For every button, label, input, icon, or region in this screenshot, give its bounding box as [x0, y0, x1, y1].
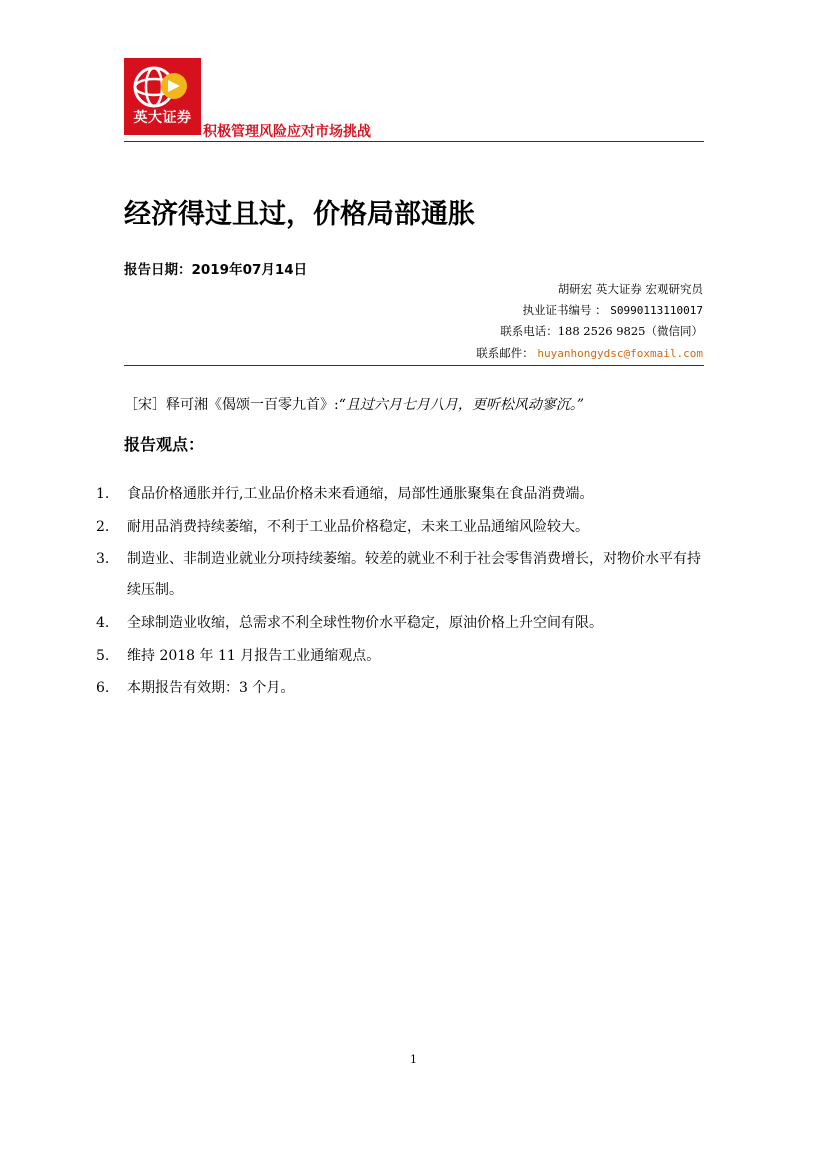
- list-item-number: 4.: [96, 615, 110, 631]
- globe-arrow-icon: [132, 64, 192, 110]
- epigraph-source: ［宋］释可湘《偈颂一百零九首》:: [124, 397, 339, 413]
- list-item: [96, 673, 706, 704]
- list-item: [96, 544, 706, 606]
- list-item: [96, 512, 706, 543]
- list-item-number: 1.: [96, 486, 110, 502]
- list-item-number: 6.: [96, 680, 110, 696]
- cert-label: 执业证书编号 ：: [522, 303, 607, 317]
- author-cert: [522, 302, 703, 318]
- list-item-text: 维持 2018 年 11 月报告工业通缩观点。: [127, 648, 381, 664]
- cert-value: S0990113110017: [610, 304, 703, 317]
- author-divider: [124, 365, 704, 366]
- list-item-text: 耐用品消费持续萎缩，不利于工业品价格稳定，未来工业品通缩风险较大。: [127, 519, 589, 535]
- report-title: 经济得过且过，价格局部通胀: [124, 199, 475, 230]
- epigraph: [124, 394, 584, 414]
- report-date: 报告日期：2019年07月14日: [124, 262, 308, 278]
- page-number: 1: [410, 1053, 417, 1066]
- list-item-number: 2.: [96, 519, 110, 535]
- logo-text: 英大证券: [133, 110, 192, 126]
- views-heading: 报告观点：: [124, 435, 205, 454]
- list-item: [96, 641, 706, 672]
- slogan: 积极管理风险应对市场挑战: [203, 124, 371, 140]
- list-item-number: 5.: [96, 648, 110, 664]
- email-label: 联系邮件：: [476, 346, 534, 360]
- author-phone: 联系电话：188 2526 9825（微信同）: [500, 324, 703, 338]
- list-item-text: 全球制造业收缩，总需求不利全球性物价水平稳定，原油价格上升空间有限。: [127, 615, 603, 631]
- list-item-text: 食品价格通胀并行,工业品价格未来看通缩，局部性通胀聚集在食品消费端。: [127, 486, 594, 502]
- list-item-text: 本期报告有效期：3 个月。: [127, 680, 295, 696]
- author-name: 胡研宏 英大证券 宏观研究员: [557, 282, 703, 296]
- header-divider: [124, 141, 704, 142]
- epigraph-verse: “且过六月七月八月，更听松风动寥沉。”: [338, 397, 585, 413]
- company-logo: [124, 58, 201, 135]
- list-item: [96, 479, 706, 510]
- list-item: [96, 608, 706, 639]
- list-item-text: 制造业、非制造业就业分项持续萎缩。较差的就业不利于社会零售消费增长，对物价水平有持续压制。: [127, 551, 701, 598]
- author-email: [476, 345, 703, 361]
- list-item-number: 3.: [96, 551, 110, 567]
- email-link[interactable]: huyanhongydsc@foxmail.com: [537, 347, 703, 360]
